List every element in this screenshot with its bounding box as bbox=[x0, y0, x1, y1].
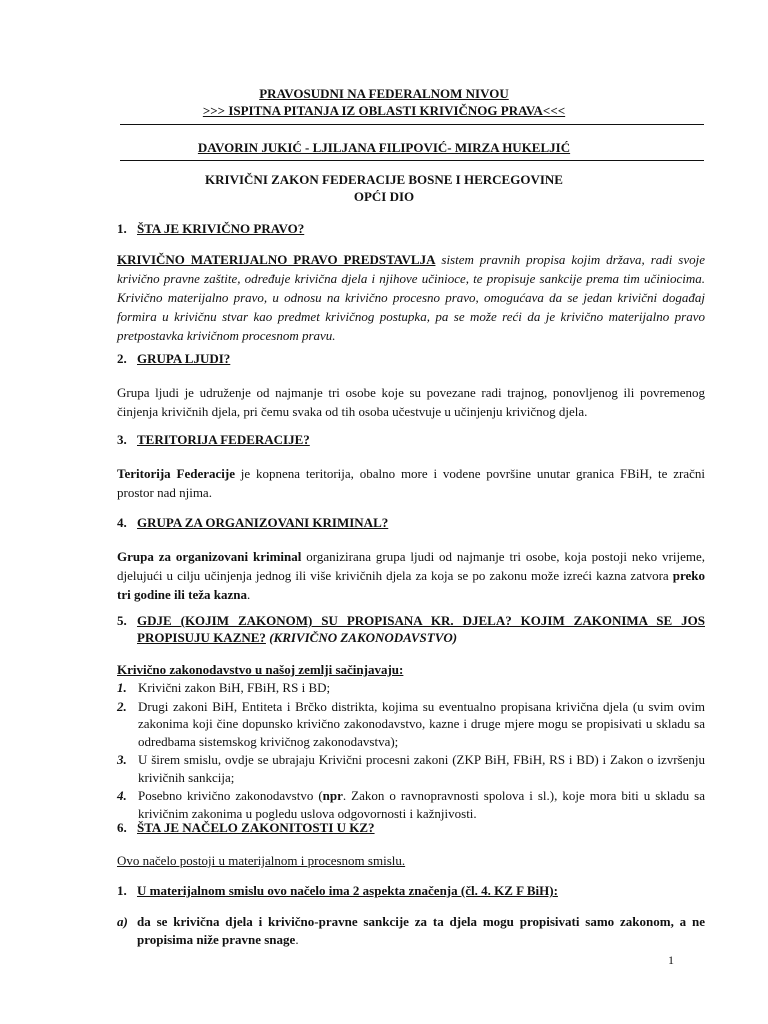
question-number: 1. bbox=[117, 221, 127, 236]
header-line-2: >>> ISPITNA PITANJA IZ OBLASTI KRIVIČNOG PRAVA<<< bbox=[202, 103, 566, 118]
header-line-1: PRAVOSUDNI NA FEDERALNOM NIVOU bbox=[259, 86, 509, 101]
answer-lead: Teritorija Federacije bbox=[117, 466, 235, 481]
question-5-subheading: Krivično zakonodavstvo u našoj zemlji sačinjavaju: bbox=[117, 662, 404, 677]
question-3-answer bbox=[117, 464, 705, 502]
answer-text: organizirana grupa ljudi od najmanje tri osobe, koja postoji neko vrijeme, djelujući u cilju učinjenja jednog ili više krivičnih djela za koja se po zakonu može izreći kazna zatvora bbox=[117, 549, 705, 583]
answer-text: sistem pravnih propisa kojim država, radi svoje krivično pravne zaštite, određuje krivična djela i njihove učinioce, te propisuje sankcije prema tim učiniocima. Krivično materijalno pravo, u odnosu na krivično procesno pravo, omogućava da se jedan krivični događaj formira u krivičnu stvar kao predmet krivičnog postupka, pa se može reći da je krivično materijalno pravo pretpostavka krivičnom procesnom pravu. bbox=[117, 252, 706, 343]
header-rule-top bbox=[120, 124, 704, 125]
header-rule-bottom bbox=[120, 160, 704, 161]
question-2-answer: Grupa ljudi je udruženje od najmanje tri osobe koje su povezane radi trajnog, ponovljenog ili povremenog činjenja krivičnih djela, pri čemu svaka od tih osoba učestvuje u učinjenju krivičnog djela. bbox=[117, 385, 705, 419]
answer-tail: . bbox=[247, 587, 251, 602]
question-title: ŠTA JE NAČELO ZAKONITOSTI U KZ? bbox=[137, 820, 375, 835]
answer-lead: KRIVIČNO MATERIJALNO PRAVO PREDSTAVLJA bbox=[117, 252, 436, 267]
question-title-italic: (KRIVIČNO ZAKONODAVSTVO) bbox=[265, 630, 458, 645]
question-number: 4. bbox=[117, 515, 127, 530]
question-number: 6. bbox=[117, 820, 127, 835]
question-3-heading bbox=[117, 432, 707, 448]
document-title: KRIVIČNI ZAKON FEDERACIJE BOSNE I HERCEGOVINE bbox=[205, 172, 563, 187]
question-6-point-a: a) da se krivična djela i krivično-pravne sankcije za ta djela mogu propisivati samo zakonom, a ne propisima niže pravne snage. bbox=[117, 914, 705, 947]
authors: DAVORIN JUKIĆ - LJILJANA FILIPOVIĆ- MIRZA HUKELJIĆ bbox=[197, 140, 571, 155]
question-title: GDJE (KOJIM ZAKONOM) SU PROPISANA KR. DJELA? KOJIM ZAKONIMA SE JOS PROPISUJU KAZNE? bbox=[137, 613, 705, 645]
list-item: 1. Krivični zakon BiH, FBiH, RS i BD; bbox=[117, 680, 331, 695]
answer-bold-end: preko tri godine ili teža kazna bbox=[117, 568, 705, 602]
question-5-heading bbox=[117, 612, 705, 646]
question-number: 3. bbox=[117, 432, 127, 447]
question-title: TERITORIJA FEDERACIJE? bbox=[137, 432, 310, 447]
document-subtitle: OPĆI DIO bbox=[353, 189, 415, 204]
question-4-answer bbox=[117, 547, 705, 604]
question-number: 5. bbox=[117, 613, 127, 628]
question-title: ŠTA JE KRIVIČNO PRAVO? bbox=[137, 221, 305, 236]
list-item: 2. Drugi zakoni BiH, Entiteta i Brčko distrikta, kojima su eventualno propisana krivična djela (u svim ovim zakonima koji čine dopunsko krivično zakonodavstvo, kazne i druge mjere mogu se propisivati u skladu sa odredbama sistemskog krivičnog zakonodavstva); bbox=[117, 698, 705, 749]
question-2-heading bbox=[117, 351, 707, 367]
question-6-intro: Ovo načelo postoji u materijalnom i procesnom smislu. bbox=[117, 853, 406, 868]
list-item: 3. U širem smislu, ovdje se ubrajaju Krivični procesni zakoni (ZKP BiH, FBiH, RS i BD) i Zakon o izvršenju krivičnih sankcija; bbox=[117, 752, 705, 785]
answer-lead: Grupa za organizovani kriminal bbox=[117, 549, 302, 564]
question-6-subsection: 1. U materijalnom smislu ovo načelo ima 2 aspekta značenja (čl. 4. KZ F BiH): bbox=[117, 883, 558, 898]
question-number: 2. bbox=[117, 351, 127, 366]
question-1-heading bbox=[117, 221, 707, 237]
question-4-heading bbox=[117, 515, 707, 531]
answer-text: je kopnena teritorija, obalno more i vodene površine unutar granica FBiH, te zračni prostor nad njima. bbox=[117, 466, 705, 500]
list-item: 4. Posebno krivično zakonodavstvo (npr. Zakon o ravnopravnosti spolova i sl.), koje mora biti u skladu sa krivičnim zakonima u pogledu uslova odgovornosti i kažnjivosti. bbox=[117, 788, 705, 821]
question-6-heading bbox=[117, 820, 707, 836]
question-title: GRUPA LJUDI? bbox=[137, 351, 231, 366]
legislation-list bbox=[117, 679, 705, 823]
page-number: 1 bbox=[668, 953, 674, 967]
question-title: GRUPA ZA ORGANIZOVANI KRIMINAL? bbox=[137, 515, 389, 530]
question-1-answer bbox=[117, 250, 705, 345]
